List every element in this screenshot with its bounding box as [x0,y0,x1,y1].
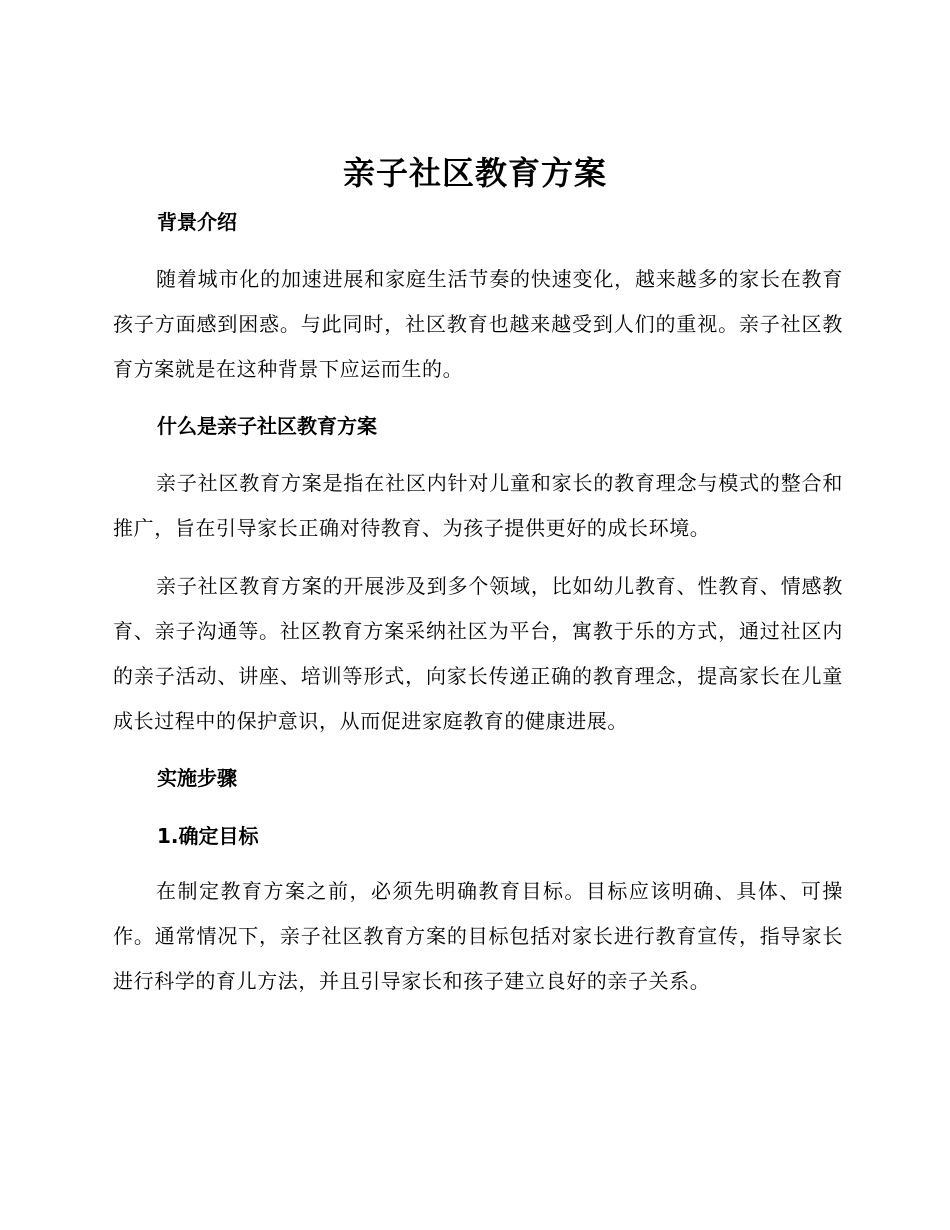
document-title: 亲子社区教育方案 [342,154,607,192]
subsection-heading-goals: 1.确定目标 [157,824,259,848]
paragraph-definition: 亲子社区教育方案是指在社区内针对儿童和家长的教育理念与模式的整合和推广，旨在引导家长正确对待教育、为孩子提供更好的成长环境。 [113,471,843,540]
paragraph-scope: 亲子社区教育方案的开展涉及到多个领域，比如幼儿教育、性教育、情感教育、亲子沟通等。社区教育方案采纳社区为平台，寓教于乐的方式，通过社区内的亲子活动、讲座、培训等形式，向家长传递正确的教育理念，提高家长在儿童成长过程中的保护意识，从而促进家庭教育的健康进展。 [113,574,843,733]
section-heading-background: 背景介绍 [157,210,237,234]
paragraph-goals: 在制定教育方案之前，必须先明确教育目标。目标应该明确、具体、可操作。通常情况下，亲子社区教育方案的目标包括对家长进行教育宣传，指导家长进行科学的育儿方法，并且引导家长和孩子建立良好的亲子关系。 [113,879,843,993]
section-heading-what-is: 什么是亲子社区教育方案 [157,414,377,438]
section-heading-steps: 实施步骤 [157,766,237,790]
paragraph-background: 随着城市化的加速进展和家庭生活节奏的快速变化，越来越多的家长在教育孩子方面感到困惑。与此同时，社区教育也越来越受到人们的重视。亲子社区教育方案就是在这种背景下应运而生的。 [113,267,843,381]
